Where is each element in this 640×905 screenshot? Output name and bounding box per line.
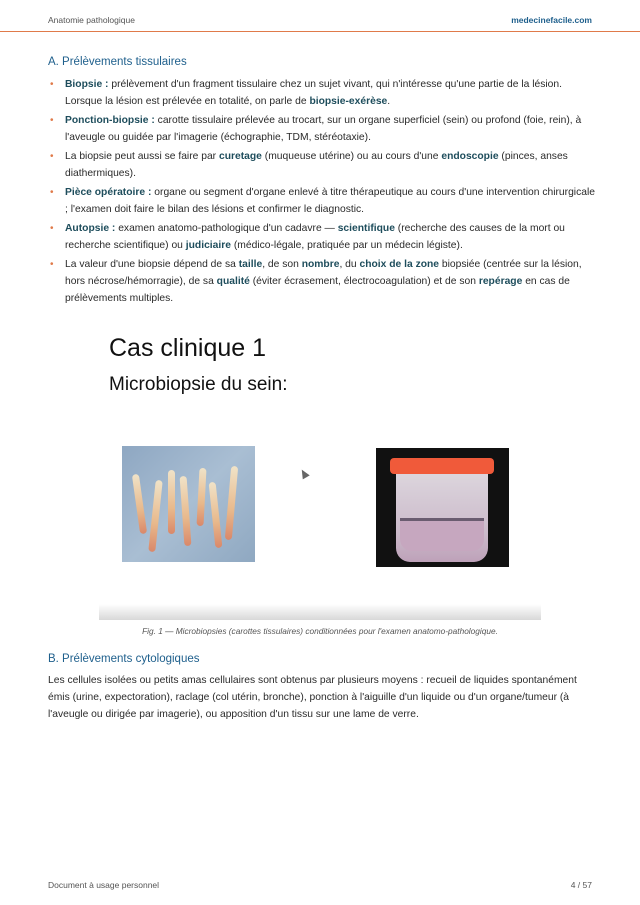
bullet-icon: •	[50, 187, 54, 198]
tissue-core	[168, 470, 175, 534]
section-a-heading: A. Prélèvements tissulaires	[48, 56, 187, 68]
container-liquid	[400, 518, 484, 551]
slide-title: Cas clinique 1	[109, 334, 267, 362]
tissue-core	[132, 474, 147, 534]
header-course-title: Anatomie pathologique	[48, 15, 135, 25]
bullet-icon: •	[50, 223, 54, 234]
bullet-icon: •	[50, 115, 54, 126]
list-item: • Ponction-biopsie : carotte tissulaire prélevée au trocart, sur un organe superficiel (sein) ou profond (foie, rein), à l'aveugle ou guidée par l'imagerie (échographie, TDM, stéréotaxie).	[48, 112, 596, 146]
page-number: 4 / 57	[570, 880, 592, 890]
section-b-paragraph: Les cellules isolées ou petits amas cellulaires sont obtenus par plusieurs moyens : recueil de liquides spontanément émis (urine, expectoration), raclage (col utérin, bronche), ponction à l'aiguille d'un liquide ou d'un organe/tumeur (à l'aveugle ou dirigée par imagerie), ou apposition d'un tissu sur une lame de verre.	[48, 675, 577, 720]
section-b-heading: B. Prélèvements cytologiques	[48, 653, 200, 665]
slide-subtitle: Microbiopsie du sein:	[109, 374, 288, 395]
bullet-icon: •	[50, 259, 54, 270]
tissue-core	[196, 468, 206, 526]
tissue-core	[225, 466, 238, 540]
specimen-container-photo	[376, 448, 509, 567]
biopsy-cores-photo	[122, 446, 255, 562]
mouse-cursor-icon	[298, 468, 309, 480]
section-a-list	[48, 76, 596, 309]
list-item: • Biopsie : prélèvement d'un fragment tissulaire chez un sujet vivant, qui n'intéresse qu'une partie de la lésion. Lorsque la lésion est prélevée en totalité, on parle de biopsie-exérèse.	[48, 76, 596, 110]
footer-note: Document à usage personnel	[48, 880, 160, 890]
clinical-case-slide	[99, 320, 541, 620]
slide-bottom-edge	[99, 604, 541, 620]
figure-caption: Fig. 1 — Microbiopsies (carottes tissulaires) conditionnées pour l'examen anatomo-pathologique.	[142, 626, 498, 636]
bullet-icon: •	[50, 151, 54, 162]
list-item: • La valeur d'une biopsie dépend de sa taille, de son nombre, du choix de la zone biopsiée (centrée sur la lésion, hors nécrose/hémorragie), de sa qualité (éviter écrasement, électrocoagulation) et de son repérage en cas de prélèvements multiples.	[48, 256, 596, 307]
bullet-icon: •	[50, 79, 54, 90]
tissue-core	[148, 480, 162, 552]
list-item: • La biopsie peut aussi se faire par curetage (muqueuse utérine) ou au cours d'une endoscopie (pinces, anses diathermiques).	[48, 148, 596, 182]
page-header	[48, 12, 592, 30]
list-item: • Autopsie : examen anatomo-pathologique d'un cadavre — scientifique (recherche des causes de la mort ou recherche scientifique) ou judiciaire (médico-légale, pratiquée par un médecin légiste).	[48, 220, 596, 254]
list-item: • Pièce opératoire : organe ou segment d'organe enlevé à titre thérapeutique au cours d'une intervention chirurgicale ; l'examen doit faire le bilan des lésions et confirmer le diagnostic.	[48, 184, 596, 218]
tissue-core	[209, 482, 223, 548]
container-lid	[390, 458, 494, 474]
header-site-link[interactable]: medecinefacile.com	[511, 15, 592, 25]
header-divider	[0, 31, 640, 32]
tissue-core	[180, 476, 192, 546]
